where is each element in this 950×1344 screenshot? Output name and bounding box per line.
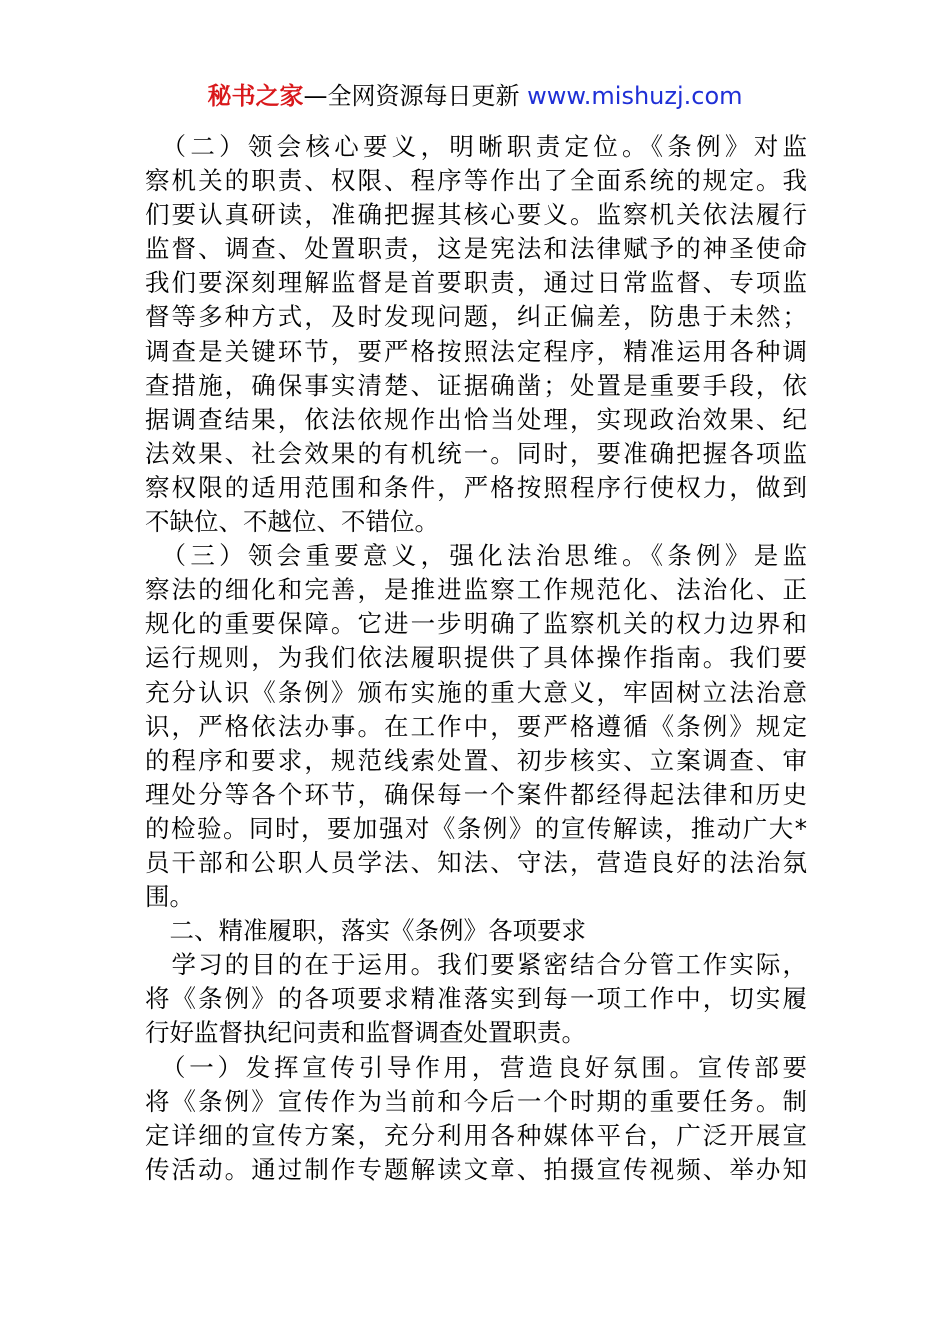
text-line: 运行规则，为我们依法履职提供了具体操作指南。我们要 [145,643,807,673]
text-line: 识，严格依法办事。在工作中，要严格遵循《条例》规定 [145,711,807,741]
text-line: （二）领会核心要义，明晰职责定位。《条例》对监 [145,132,807,161]
site-header [0,80,950,112]
text-line: 将《条例》的各项要求精准落实到每一项工作中，切实履 [145,984,807,1014]
text-line: 充分认识《条例》颁布实施的重大意义，牢固树立法治意 [145,677,807,707]
text-line: 规化的重要保障。它进一步明确了监察机关的权力边界和 [145,609,807,639]
text-line: 学习的目的在于运用。我们要紧密结合分管工作实际， [145,950,807,980]
text-line: 传活动。通过制作专题解读文章、拍摄宣传视频、举办知 [145,1154,807,1184]
text-line: 理处分等各个环节，确保每一个案件都经得起法律和历史 [145,779,807,809]
brand-name: 秘书之家 [207,82,304,110]
text-line: 察法的细化和完善，是推进监察工作规范化、法治化、正 [145,575,807,605]
text-line: 定详细的宣传方案，充分利用各种媒体平台，广泛开展宣 [145,1120,807,1150]
text-line: 法效果、社会效果的有机统一。同时，要准确把握各项监 [145,438,807,468]
text-line: 督等多种方式，及时发现问题，纠正偏差，防患于未然； [145,302,807,332]
header-tagline: —全网资源每日更新 [303,82,520,110]
text-line: 们要认真研读，准确把握其核心要义。监察机关依法履行 [145,200,807,230]
text-line: 的检验。同时，要加强对《条例》的宣传解读，推动广大* [145,813,807,843]
text-line: 行好监督执纪问责和监督调查处置职责。 [145,1018,586,1048]
text-line: 查措施，确保事实清楚、证据确凿；处置是重要手段，依 [145,370,807,400]
text-line: 我们要深刻理解监督是首要职责，通过日常监督、专项监 [145,268,807,298]
document-body [145,130,807,1187]
text-line: 的程序和要求，规范线索处置、初步核实、立案调查、审 [145,745,807,775]
text-line: 将《条例》宣传作为当前和今后一个时期的重要任务。制 [145,1086,807,1116]
site-url[interactable]: www.mishuzj.com [527,82,743,110]
text-line: 据调查结果，依法依规作出恰当处理，实现政治效果、纪 [145,404,807,434]
text-line: 察机关的职责、权限、程序等作出了全面系统的规定。我 [145,166,807,196]
text-line: （一）发挥宣传引导作用，营造良好氛围。宣传部要 [145,1052,807,1082]
text-line: 监督、调查、处置职责，这是宪法和法律赋予的神圣使命 [145,234,807,264]
section-heading: 二、精准履职，落实《条例》各项要求 [145,916,586,946]
text-line: 不缺位、不越位、不错位。 [145,507,439,537]
text-line: 察权限的适用范围和条件，严格按照程序行使权力，做到 [145,472,807,502]
text-line: 围。 [145,882,194,912]
text-line: 员干部和公职人员学法、知法、守法，营造良好的法治氛 [145,847,807,877]
text-line: （三）领会重要意义，强化法治思维。《条例》是监 [145,541,807,571]
text-line: 调查是关键环节，要严格按照法定程序，精准运用各种调 [145,336,807,366]
